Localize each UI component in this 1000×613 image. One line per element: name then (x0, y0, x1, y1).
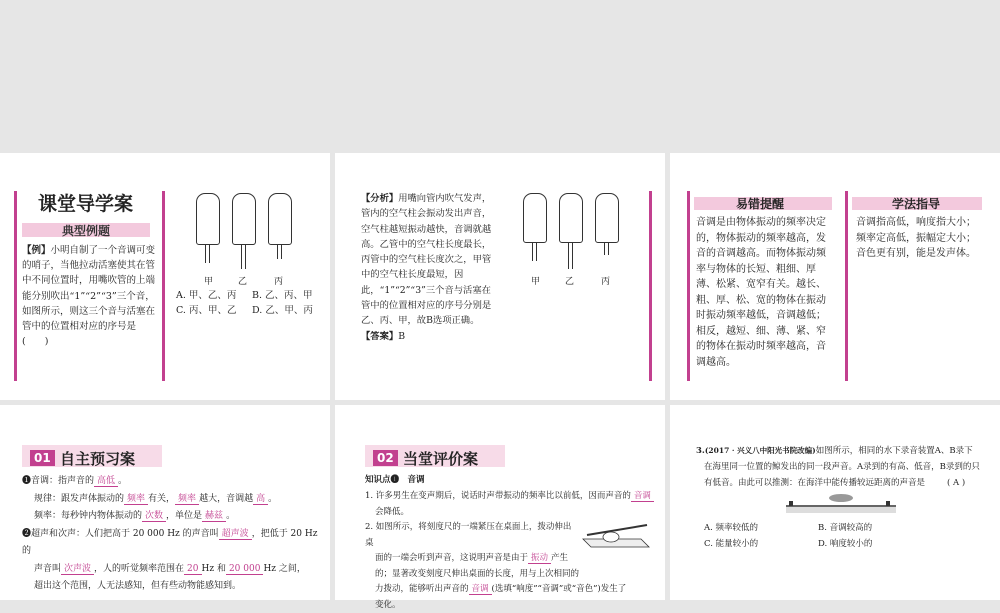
option-b: B. 音调较高的 (818, 521, 872, 536)
tips-title: 易错提醒 (736, 195, 784, 212)
question-tag: 【例】 (22, 245, 51, 256)
tube-bing (595, 193, 619, 243)
answer-blank: ( ) (22, 336, 48, 347)
whale (829, 494, 853, 502)
accent-bar (649, 191, 652, 381)
accent-bar (845, 191, 848, 381)
answer-value: B (398, 331, 405, 342)
option-a: A. 频率较低的 (704, 521, 758, 536)
panel-analysis (335, 153, 665, 400)
answer-tag: 【答案】 (361, 331, 398, 342)
tube-yi (232, 193, 256, 245)
tube-jia (196, 193, 220, 245)
option-d: D. 响度较小的 (818, 537, 872, 552)
panel-example (0, 153, 330, 400)
hand (603, 532, 619, 542)
item-frequency: 频率：每秒钟内物体振动的 次数 ，单位是 赫兹 。 (22, 508, 322, 526)
recorder-a (789, 501, 793, 506)
label-bing: 丙 (274, 274, 283, 287)
tube-bing (268, 193, 292, 245)
tips-text: 音调是由物体振动的频率决定的，物体振动的频率越高，发音的音调越高。而物体振动频率与物体的长短、粗细、厚薄、松紧、宽窄有关。越长、粗、厚、松、宽的物体在振动时振动频率越低，音调越低；相反，越短、细、薄、紧、窄的物体在振动时频率越高，音调越高。 (696, 215, 832, 370)
accent-bar (687, 191, 690, 381)
piston-rod (277, 245, 282, 259)
accent-bar (14, 191, 17, 381)
panel-tips (670, 153, 1000, 400)
lesson-title: 课堂导学案 (38, 189, 133, 216)
piston-rod (205, 245, 210, 263)
question-2-d: 力拨动，能够听出声音的 音调 (选填“响度”“音调”或“音色”)发生了 (365, 582, 655, 598)
item-infrasound: 声音叫 次声波 ，人的听觉频率范围在 20 Hz 和 20 000 Hz 之间， (22, 561, 322, 579)
question-2: 2. 如图所示，将刻度尺的一端紧压在桌面上，拨动伸出桌 (365, 520, 577, 551)
label-jia: 甲 (204, 274, 213, 287)
knowledge-point: 知识点❶ 音调 (365, 473, 425, 488)
analysis-tag: 【分析】 (361, 193, 398, 204)
ruler-figure (581, 517, 651, 553)
label-yi: 乙 (238, 274, 247, 287)
section-title: 当堂评价案 (403, 448, 478, 469)
question-2-c: 的；显著改变刻度尺伸出桌面的长度，用与上次相同的 (365, 567, 655, 583)
answer: ( A ) (947, 478, 965, 488)
question-1-cont: 会降低。 (365, 505, 655, 521)
subtitle: 典型例题 (62, 222, 110, 239)
piston-rod (568, 243, 573, 269)
question-1: 1. 许多男生在变声期后，说话时声带振动的频率比以前低，因而声音的 音调 (365, 489, 655, 505)
question-text: 小明自制了一个音调可变的哨子，当他拉动活塞使其在管中不同位置时，用嘴吹管的上端能分别吹出“1”“2”“3”三个音，如图所示，则这三个音与活塞在管中的位置相对应的序号是 (22, 245, 155, 332)
item-range: 超出这个范围，人无法感知，但有些动物能感知到。 (22, 578, 322, 596)
method-title: 学法指导 (892, 195, 940, 212)
option-c: C. 能量较小的 (704, 537, 758, 552)
tube-jia (523, 193, 547, 243)
section-badge: 01 (30, 450, 55, 466)
piston-rod (532, 243, 537, 261)
option-c: C. 丙、甲、乙 (176, 303, 236, 318)
label-jia: 甲 (531, 274, 540, 287)
example-question (22, 243, 158, 349)
option-a: A. 甲、乙、丙 (176, 288, 236, 303)
ocean-figure (786, 491, 896, 515)
preview-items (22, 473, 322, 596)
piston-rod (241, 245, 246, 269)
section-badge: 02 (373, 450, 398, 466)
method-text: 音调指高低，响度指大小；频率定高低，振幅定大小；音色更有别，能是发声体。 (856, 215, 984, 262)
recorder-b (886, 501, 890, 506)
option-b: B. 乙、丙、甲 (252, 288, 313, 303)
section-title: 自主预习案 (60, 448, 135, 469)
question-2-e: 变化。 (365, 598, 655, 613)
accent-bar (162, 191, 165, 381)
label-yi: 乙 (565, 274, 574, 287)
analysis-text: 用嘴向管内吹气发声，管内的空气柱会振动发出声音，空气柱越短振动越快，音调就越高。乙管中的空气柱长度最长，丙管中的空气柱长度次之，甲管中的空气柱长度最短，因此，“1”“2”“3”三个音与活塞在管中的位置相对应的序号分别是乙、丙、甲，故B选项正确。 (361, 193, 491, 326)
piston-rod (604, 243, 609, 255)
item-pitch: ❶音调：指声音的 高低 。 (22, 473, 322, 491)
item-rule: 规律：跟发声体振动的 频率 有关， 频率 越大，音调越 高 。 (22, 491, 322, 509)
panel-whale-question (670, 405, 1000, 600)
question-2-b: 面的一端会听到声音，这说明声音是由于 振动 产生 (365, 551, 655, 567)
analysis (361, 191, 495, 344)
option-d: D. 乙、甲、丙 (252, 303, 313, 318)
tube-yi (559, 193, 583, 243)
item-ultrasound: ❷超声和次声：人们把高于 20 000 Hz 的声音叫 超声波 ，把低于 20 Hz 的 (22, 526, 322, 561)
panel-preview (0, 405, 330, 600)
question-3: 3.(2017 · 兴义八中阳光书院改编)如图所示，相同的水下录音装置A、B录下 在海里同一位置的鲸发出的同一段声音。A录到的有高、低音，B录到的只 有低音。由此可以推测：在海洋中能传播较远距离的声音是 ( A ) (696, 443, 996, 491)
label-bing: 丙 (601, 274, 610, 287)
question-source: (2017 · 兴义八中阳光书院改编) (705, 446, 816, 455)
panel-assessment (335, 405, 665, 600)
